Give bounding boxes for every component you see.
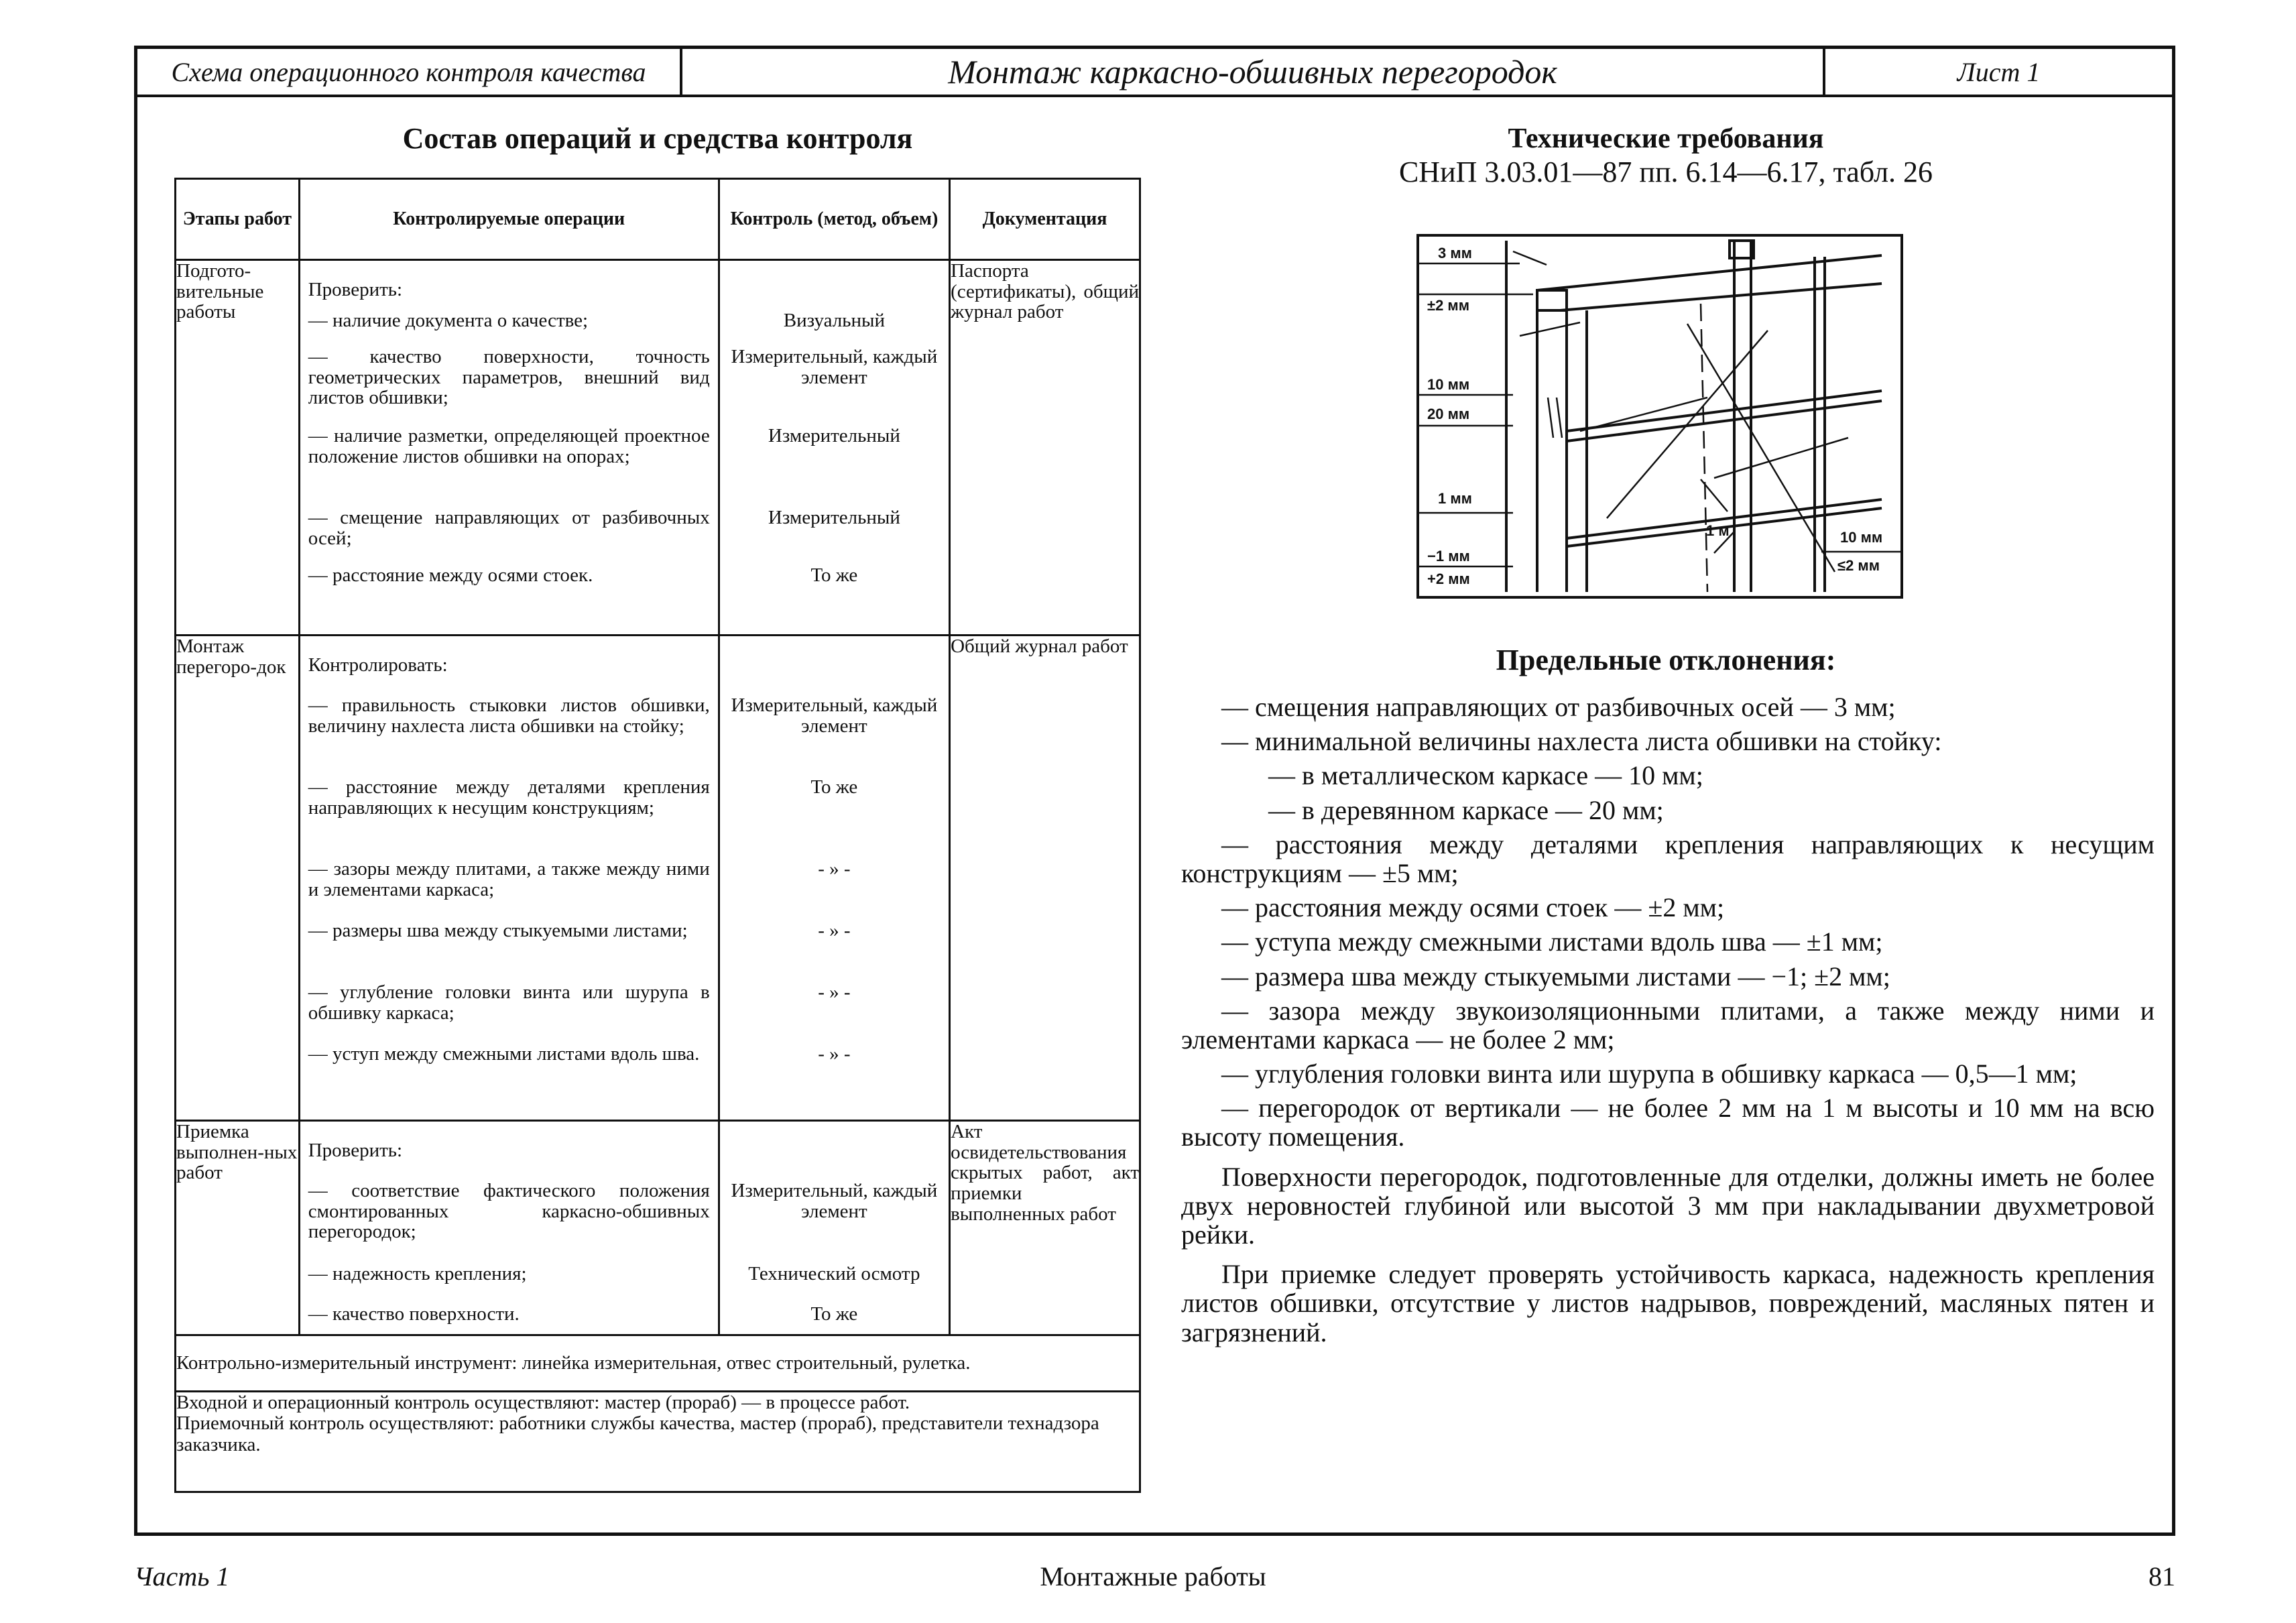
operation-item: — расстояние между осями стоек. (308, 564, 593, 586)
requirements-subtitle: СНиП 3.03.01—87 пп. 6.14—6.17, табл. 26 (1398, 156, 1933, 188)
deviation-item: — расстояния между деталями крепления направляющих к несущим конструкциям — ±5 мм; (1181, 829, 2155, 888)
operation-item: — зазоры между плитами, а также между ними и элементами каркаса; (308, 858, 710, 900)
paragraph: При приемке следует проверять устойчивость каркаса, надежность крепления листов обшивки, отсутствие у листов надрывов, повреждений, масляных пятен и загрязнений. (1181, 1259, 2155, 1347)
deviation-item: — перегородок от вертикали — не более 2 мм на 1 м высоты и 10 мм на всю высоту помещения. (1181, 1093, 2155, 1152)
operation-item: — размеры шва между стыкуемыми листами; (308, 920, 688, 941)
control-item: Визуальный (783, 310, 885, 331)
operation-item: — соответствие фактического положения смонтированных каркасно-обшивных перегородок; (308, 1180, 710, 1243)
control-cell (719, 1121, 949, 1335)
operation-item: — расстояние между деталями крепления направляющих к несущим конструкциям; (308, 776, 710, 819)
control-item: Измерительный, каждый элемент (731, 695, 938, 737)
lead-text: Контролировать: (308, 654, 448, 676)
dim-label: ±2 мм (1427, 297, 1469, 314)
dim-label: 10 мм (1427, 376, 1470, 393)
col-header-operations: Контролируемые операции (299, 179, 719, 260)
documentation-cell: Общий журнал работ (950, 636, 1140, 1121)
control-item: Измерительный (768, 425, 900, 446)
control-cell (719, 260, 949, 636)
deviation-subitem: — в металлическом каркасе — 10 мм; (1268, 760, 1703, 791)
dim-label: 1 м (1706, 522, 1730, 539)
documentation-cell: Паспорта (сертификаты), общий журнал работ (950, 260, 1140, 636)
control-item: Измерительный, каждый элемент (731, 346, 938, 388)
deviation-item: — смещения направляющих от разбивочных осей — 3 мм; (1221, 692, 1896, 722)
table-header-row (176, 179, 1140, 260)
operation-item: — надежность крепления; (308, 1263, 527, 1284)
control-item: - » - (818, 858, 851, 880)
control-cell (719, 636, 949, 1121)
dim-label: 20 мм (1427, 406, 1470, 422)
control-responsibility-note (176, 1392, 1140, 1492)
control-item: Измерительный (768, 507, 900, 528)
operation-item: — уступ между смежными листами вдоль шва. (308, 1043, 700, 1065)
deviation-subitem: — в деревянном каркасе — 20 мм; (1268, 794, 1664, 825)
control-line-1: Входной и операционный контроль осуществляют: мастер (прораб) — в процессе работ. (176, 1392, 910, 1413)
deviation-item: — зазора между звукоизоляционными плитами, а также между ними и элементами каркаса — не более 2 мм; (1181, 995, 2155, 1055)
partition-diagram (1416, 234, 1903, 599)
stage-cell: Монтаж перегоро-док (176, 636, 300, 1121)
deviation-item: — расстояния между осями стоек — ±2 мм; (1221, 892, 1725, 923)
control-responsibility-row (176, 1392, 1140, 1492)
control-item: То же (810, 776, 858, 798)
stage-cell: Подгото-вительные работы (176, 260, 300, 636)
header-left: Схема операционного контроля качества (137, 49, 682, 95)
documentation-cell: Акт освидетельствования скрытых работ, акт приемки выполненных работ (950, 1121, 1140, 1335)
deviation-item: — уступа между смежными листами вдоль шва — ±1 мм; (1221, 926, 1883, 957)
footer-section: Монтажные работы (1040, 1561, 1266, 1591)
header-sheet-number: Лист 1 (1957, 56, 2041, 87)
instrument-row (176, 1335, 1140, 1392)
control-item: - » - (818, 920, 851, 941)
dim-label: ≤2 мм (1837, 557, 1880, 574)
dim-label: 3 мм (1438, 245, 1472, 261)
instrument-note: Контрольно-измерительный инструмент: линейка измерительная, отвес строительный, рулетка. (176, 1335, 1140, 1392)
operation-item: — смещение направляющих от разбивочных осей; (308, 507, 710, 549)
operations-cell (299, 636, 719, 1121)
operation-item: — качество поверхности, точность геометрических параметров, внешний вид листов обшивки; (308, 346, 710, 409)
operation-item: — углубление головки винта или шурупа в обшивку каркаса; (308, 981, 710, 1024)
stage-cell: Приемка выполнен-ных работ (176, 1121, 300, 1335)
page-frame (134, 46, 2175, 1536)
page-number: 81 (2149, 1561, 2175, 1591)
col-header-control: Контроль (метод, объем) (719, 179, 949, 260)
control-item: То же (810, 1303, 858, 1325)
operations-title: Состав операций и средства контроля (402, 122, 913, 155)
header-title: Монтаж каркасно-обшивных перегородок (682, 49, 1825, 95)
dim-label: +2 мм (1427, 570, 1470, 587)
control-line-2: Приемочный контроль осуществляют: работники службы качества, мастер (прораб), представители технадзора заказчика. (176, 1412, 1099, 1455)
footer-part: Часть 1 (134, 1561, 230, 1591)
table-row (176, 636, 1140, 1121)
paragraph: Поверхности перегородок, подготовленные для отделки, должны иметь не более двух неровностей глубиной или высотой 3 мм при накладывании двухметровой рейки. (1181, 1161, 2155, 1250)
partition-diagram-drawing (1419, 237, 1900, 596)
control-item: - » - (818, 1043, 851, 1065)
table-row (176, 260, 1140, 636)
requirements-title: Технические требования (1508, 123, 1824, 154)
control-item: Измерительный, каждый элемент (731, 1180, 938, 1222)
control-item: То же (810, 564, 858, 586)
deviations-list (1181, 693, 2155, 1352)
lead-text: Проверить: (308, 279, 403, 300)
operations-table (174, 178, 1141, 1493)
lead-text: Проверить: (308, 1140, 403, 1161)
deviation-item: — углубления головки винта или шурупа в обшивку каркаса — 0,5—1 мм; (1221, 1059, 2077, 1089)
control-item: Технический осмотр (748, 1263, 920, 1284)
operations-cell (299, 260, 719, 636)
operation-item: — правильность стыковки листов обшивки, величину нахлеста листа обшивки на стойку; (308, 695, 710, 737)
dim-label: −1 мм (1427, 548, 1470, 564)
deviation-item: — минимальной величины нахлеста листа обшивки на стойку: (1221, 726, 1942, 757)
operation-item: — наличие разметки, определяющей проектное положение листов обшивки на опорах; (308, 425, 710, 467)
table-row (176, 1121, 1140, 1335)
operation-item: — качество поверхности. (308, 1303, 520, 1325)
deviations-title: Предельные отклонения: (1496, 644, 1836, 676)
dim-label: 10 мм (1840, 529, 1883, 546)
operations-cell (299, 1121, 719, 1335)
control-item: - » - (818, 981, 851, 1003)
col-header-stage: Этапы работ (176, 179, 300, 260)
sheet-header (137, 49, 2172, 97)
requirements-heading (1250, 123, 2081, 189)
deviation-item: — размера шва между стыкуемыми листами — −1; ±2 мм; (1221, 961, 1890, 991)
dim-label: 1 мм (1438, 490, 1472, 507)
col-header-documentation: Документация (950, 179, 1140, 260)
operation-item: — наличие документа о качестве; (308, 310, 589, 331)
